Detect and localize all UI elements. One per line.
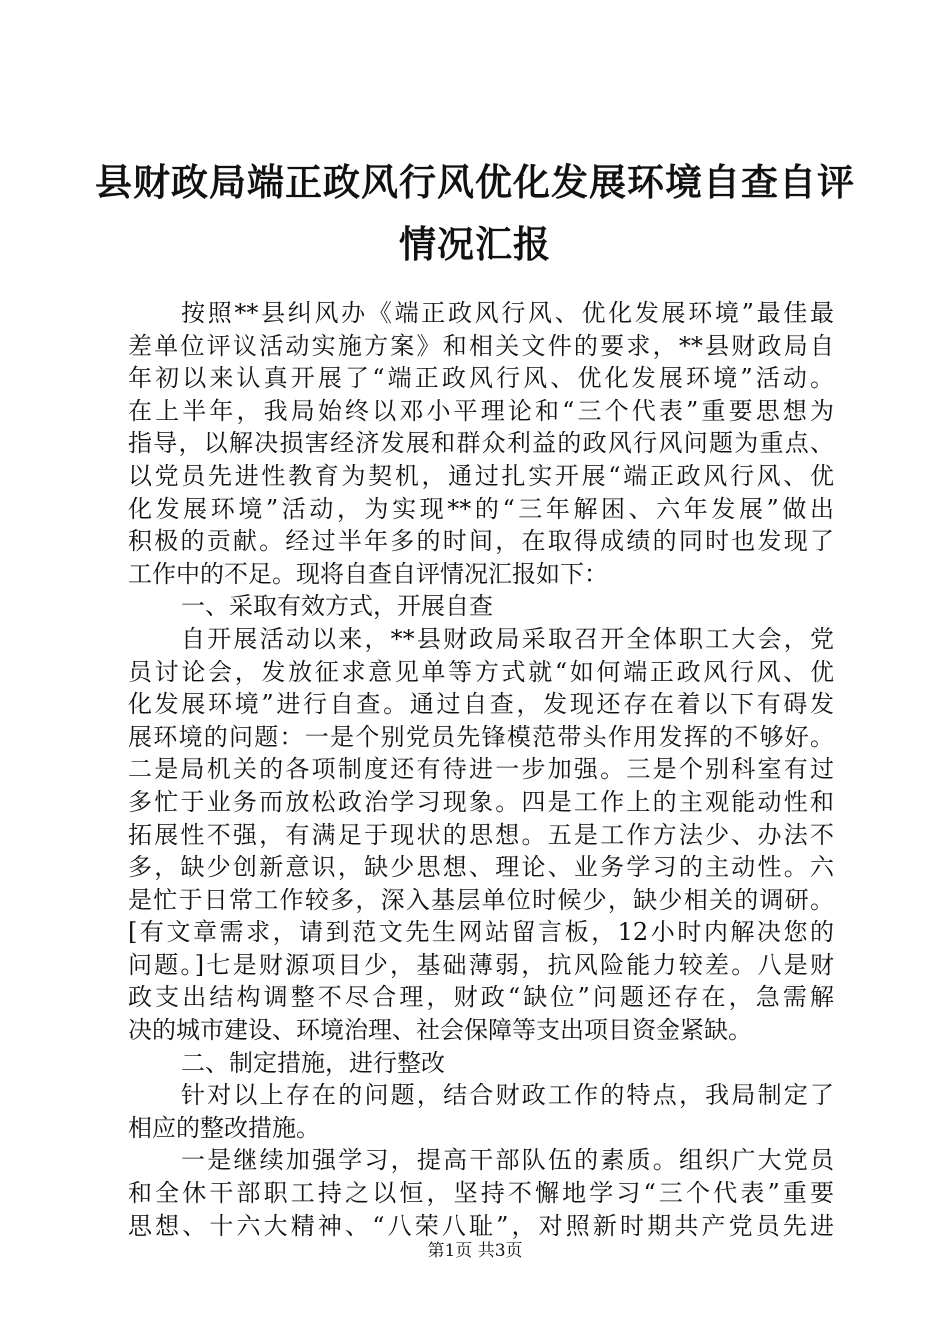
document-title-line-2: 情况汇报 <box>399 223 551 266</box>
body-text-line: 拓展性不强，有满足于现状的思想。五是工作方法少、办法不 <box>128 820 834 849</box>
body-text-line: 问题。]七是财源项目少，基础薄弱，抗风险能力较差。八是财 <box>128 950 834 979</box>
body-text-line: 政支出结构调整不尽合理，财政“缺位”问题还存在，急需解 <box>128 983 834 1012</box>
body-text-line: 积极的贡献。经过半年多的时间，在取得成绩的同时也发现了 <box>128 527 834 556</box>
document-title-line-1: 县财政局端正政风行风优化发展环境自查自评 <box>95 161 855 204</box>
body-text-line: 是忙于日常工作较多，深入基层单位时候少，缺少相关的调研。 <box>128 885 834 914</box>
body-text-line: 工作中的不足。现将自查自评情况汇报如下： <box>128 559 608 588</box>
body-text-line: 二、制定措施，进行整改 <box>181 1048 445 1077</box>
body-text-line: 多忙于业务而放松政治学习现象。四是工作上的主观能动性和 <box>128 787 834 816</box>
body-text-line: 差单位评议活动实施方案》和相关文件的要求，**县财政局自 <box>128 331 834 360</box>
body-text-line: 和全休干部职工持之以恒，坚持不懈地学习“三个代表”重要 <box>128 1179 834 1208</box>
body-text-line: 一、采取有效方式，开展自查 <box>181 592 493 621</box>
body-text-line: 化发展环境”进行自查。通过自查，发现还存在着以下有碍发 <box>128 690 834 719</box>
body-text-line: 员讨论会，发放征求意见单等方式就“如何端正政风行风、优 <box>128 657 834 686</box>
body-text-line: 在上半年，我局始终以邓小平理论和“三个代表”重要思想为 <box>128 396 834 425</box>
document-body <box>128 297 834 1242</box>
body-text-line: 化发展环境”活动，为实现**的“三年解困、六年发展”做出 <box>128 494 834 523</box>
body-text-line: 相应的整改措施。 <box>128 1113 320 1142</box>
body-text-line: 二是局机关的各项制度还有待进一步加强。三是个别科室有过 <box>128 755 834 784</box>
page-footer: 第1页 共3页 <box>427 1241 523 1261</box>
body-text-line: 指导，以解决损害经济发展和群众利益的政风行风问题为重点、 <box>128 429 834 458</box>
body-text-line: [有文章需求，请到范文先生网站留言板，12小时内解决您的 <box>128 918 834 947</box>
body-text-line: 自开展活动以来，**县财政局采取召开全体职工大会，党 <box>181 624 834 653</box>
body-text-line: 年初以来认真开展了“端正政风行风、优化发展环境”活动。 <box>128 364 834 393</box>
body-text-line: 按照**县纠风办《端正政风行风、优化发展环境”最佳最 <box>181 299 834 327</box>
body-text-line: 以党员先进性教育为契机，通过扎实开展“端正政风行风、优 <box>128 461 834 490</box>
body-text-line: 针对以上存在的问题，结合财政工作的特点，我局制定了 <box>181 1081 834 1110</box>
body-text-line: 一是继续加强学习，提高干部队伍的素质。组织广大党员 <box>181 1146 834 1175</box>
body-text-line: 多，缺少创新意识，缺少思想、理论、业务学习的主动性。六 <box>128 853 834 882</box>
body-text-line: 决的城市建设、环境治理、社会保障等支出项目资金紧缺。 <box>128 1016 752 1045</box>
body-text-line: 展环境的问题：一是个别党员先锋模范带头作用发挥的不够好。 <box>128 722 834 751</box>
body-text-line: 思想、十六大精神、“八荣八耻”，对照新时期共产党员先进 <box>128 1211 834 1240</box>
